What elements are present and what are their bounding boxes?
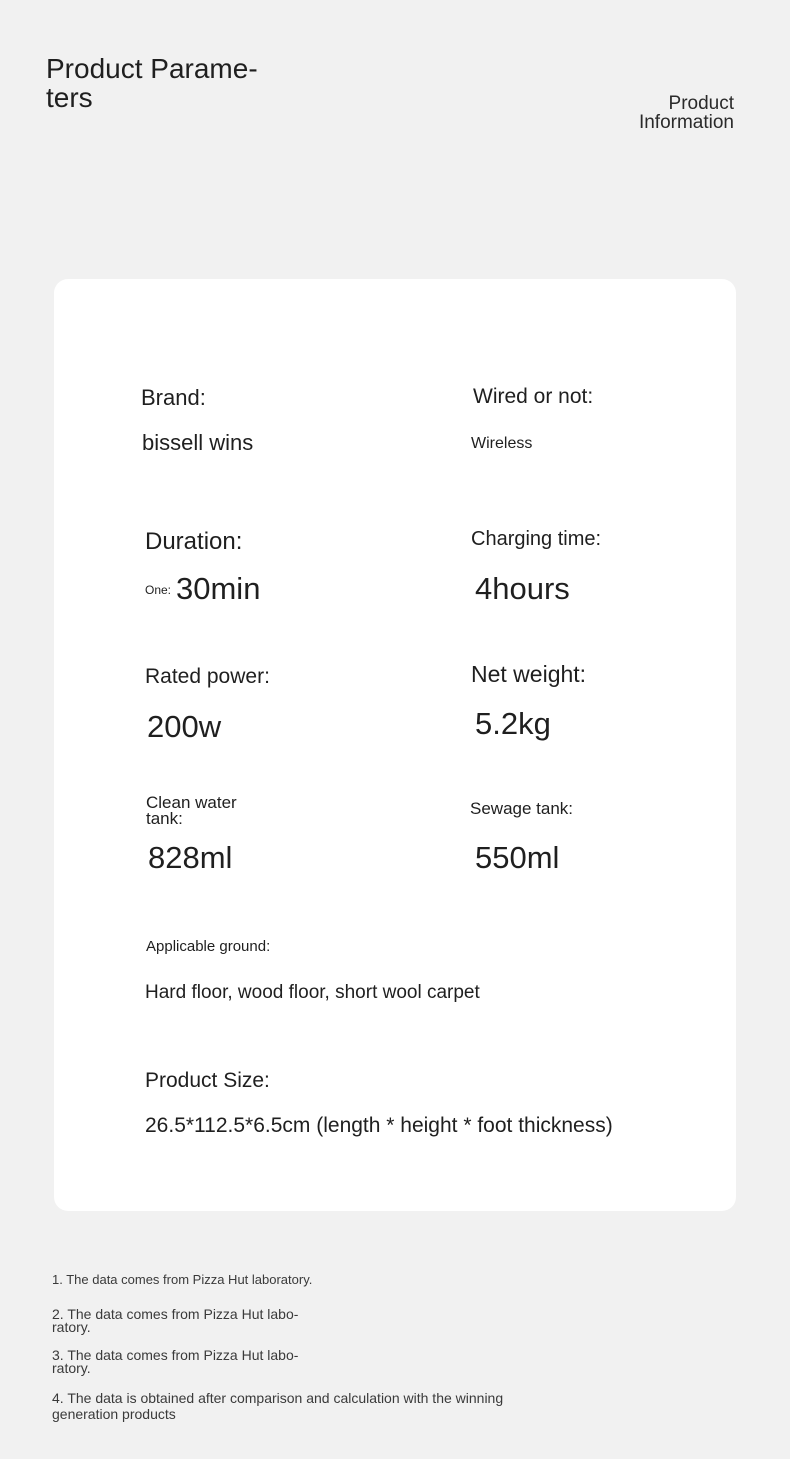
clean-tank-label [146,795,237,827]
note-2 [52,1308,298,1334]
size-label: Product Size: [145,1069,270,1092]
power-value: 200w [147,709,222,744]
section-label [639,94,734,132]
note-3-line-1: 3. The data comes from Pizza Hut labo- [52,1347,299,1363]
note-4 [52,1390,503,1422]
clean-tank-value: 828ml [148,840,233,875]
note-4-line-2: generation products [52,1406,176,1422]
section-label-line-2: Information [638,112,734,133]
page-title-line-1: Product Parame- [46,53,258,84]
page-title [46,54,286,112]
weight-value: 5.2kg [475,706,551,741]
ground-label: Applicable ground: [146,938,271,955]
note-2-line-1: 2. The data comes from Pizza Hut labo- [52,1306,299,1322]
clean-tank-label-line-2: tank: [146,809,183,828]
duration-value: 30min [176,571,261,606]
duration-prefix: One: [145,583,172,597]
weight-label: Net weight: [471,661,587,687]
brand-value: bissell wins [142,430,254,455]
wired-value: Wireless [471,435,533,452]
power-label: Rated power: [145,665,270,688]
section-label-line-1: Product [668,93,734,114]
wired-label: Wired or not: [473,385,594,408]
note-4-line-1: 4. The data is obtained after comparison and calculation with the winning [52,1390,504,1406]
brand-label: Brand: [141,385,206,410]
clean-tank-label-line-1: Clean water [146,793,237,812]
note-3 [52,1349,298,1375]
size-value: 26.5*112.5*6.5cm (length * height * foot thickness) [145,1114,613,1137]
duration-label: Duration: [145,528,243,555]
note-1: 1. The data comes from Pizza Hut laboratory. [52,1272,313,1287]
page-title-line-2: ters [46,82,93,113]
charging-label: Charging time: [471,528,602,550]
note-2-line-2: ratory. [52,1319,91,1335]
note-3-line-2: ratory. [52,1360,91,1376]
sewage-label: Sewage tank: [470,799,574,818]
sewage-value: 550ml [475,840,560,875]
charging-value: 4hours [475,571,570,606]
ground-value: Hard floor, wood floor, short wool carpet [145,982,480,1003]
